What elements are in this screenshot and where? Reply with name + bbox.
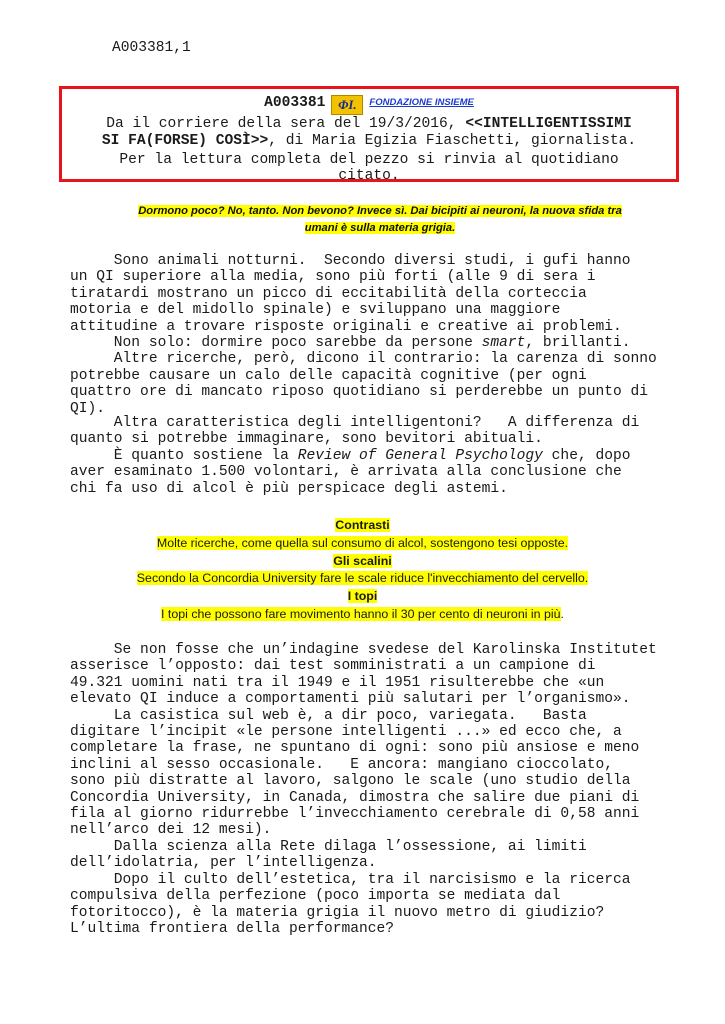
inset-text-scalini: Secondo la Concordia University fare le scale riduce l'invecchiamento del cervello. [136, 571, 589, 586]
article-title-part1: <<INTELLIGENTISSIMI [465, 116, 632, 132]
text-line: Altre ricerche, però, dicono il contrario: la carenza di sonno [70, 351, 657, 368]
text-line: dell’idolatria, per l’intelligenza. [70, 855, 377, 872]
text-line: chi fa uso di alcol è più perspicace degli astemi. [70, 480, 508, 497]
text-line: inclini al sesso occasionale. E ancora: mangiano cioccolato, [70, 756, 613, 773]
body-paragraph-1 [70, 253, 670, 417]
inset-text-topi-end: . [560, 606, 564, 621]
text-line: fotoritocco), è la materia grigia il nuovo metro di giudizio? [70, 904, 605, 921]
text-line: 49.321 uomini nati tra il 1949 e il 1951 risulterebbe che «un [70, 674, 605, 691]
text-line: attitudine a trovare risposte originali e creative ai problemi. [70, 318, 622, 335]
text-line: motoria e del midollo spinale) e sviluppano una maggiore [70, 302, 561, 319]
text-line: che, dopo [542, 447, 631, 464]
source-line-1 [62, 116, 676, 132]
inset-heading-contrasti: Contrasti [335, 518, 390, 532]
body-paragraph-2 [70, 415, 670, 497]
article-title-part2: SI FA(FORSE) COSÌ>> [101, 133, 269, 149]
document-code: A003381 [264, 95, 326, 111]
text-line: tiratardi mostrano un picco di eccitabilità della corteccia [70, 285, 587, 302]
text-line: Non solo: dormire poco sarebbe da persone [70, 335, 482, 352]
reading-note-end: citato. [338, 168, 400, 184]
body-paragraph-3 [70, 642, 670, 937]
text-line: digitare l’incipit «le persone intelligenti ...» ed ecco che, a [70, 724, 622, 741]
inset-text-contrasti: Molte ricerche, come quella sul consumo di alcol, sostengono tesi opposte. [156, 535, 569, 550]
text-line: nell’arco dei 12 mesi). [70, 822, 272, 839]
subtitle-line-1: Dormono poco? No, tanto. Non bevono? Invece sì. Dai bicipiti ai neuroni, la nuova sfida tra [138, 205, 622, 217]
header-title-line [62, 95, 676, 115]
reading-note: Per la lettura completa del pezzo si rinvia al quotidiano [119, 152, 619, 168]
inset-text-topi: I topi che possono fare movimento hanno il 30 per cento di neuroni in più [161, 606, 561, 621]
journal-title: Review of General Psychology [297, 447, 543, 464]
text-line: Altra caratteristica degli intelligentoni? A differenza di [70, 415, 640, 431]
author-text: , di Maria Egizia Fiaschetti, giornalista. [268, 133, 637, 149]
text-line: QI). [70, 400, 106, 417]
text-line: Sono animali notturni. Secondo diversi studi, i gufi hanno [70, 253, 631, 269]
article-subtitle [110, 203, 650, 237]
source-text: Da il corriere della sera del 19/3/2016, [106, 116, 466, 132]
text-line: completare la frase, ne spuntano di ogni: sono più ansiose e meno [70, 740, 640, 757]
inset-heading-scalini: Gli scalini [333, 553, 392, 568]
text-line: elevato QI induce a comportamenti più salutari per l’organismo». [70, 691, 631, 708]
text-line: aver esaminato 1.500 volontari, è arrivata alla conclusione che [70, 464, 622, 481]
text-line: Dalla scienza alla Rete dilaga l’ossessione, ai limiti [70, 838, 587, 855]
text-line: fila al giorno ridurrebbe l’invecchiamento cerebrale di 0,58 anni [70, 806, 640, 823]
text-line: , brillanti. [525, 335, 631, 352]
text-line: L’ultima frontiera della performance? [70, 920, 395, 937]
text-line: Concordia University, in Canada, dimostra che salire due piani di [70, 789, 640, 806]
inset-heading-topi: I topi [347, 589, 378, 604]
text-emphasis: smart [481, 335, 526, 352]
fondazione-logo-icon: ΦI. [331, 95, 363, 115]
text-line: compulsiva della perfezione (poco importa se mediata dal [70, 888, 561, 905]
text-line: un QI superiore alla media, sono più forti (alle 9 di sera i [70, 269, 596, 286]
text-line: quattro ore di mancato riposo quotidiano si perderebbe un punto di [70, 384, 649, 401]
text-line: Dopo il culto dell’estetica, tra il narcisismo e la ricerca [70, 871, 631, 888]
text-line: sono più distratte al lavoro, salgono le scale (uno studio della [70, 773, 631, 790]
text-line: quanto si potrebbe immaginare, sono bevitori abituali. [70, 431, 543, 448]
header-box [59, 86, 679, 182]
fondazione-insieme-link[interactable]: FONDAZIONE INSIEME [369, 97, 474, 108]
text-line: potrebbe causare un calo delle capacità cognitive (per ogni [70, 367, 587, 384]
document-id: A003381,1 [112, 40, 191, 56]
highlight-insets [80, 517, 645, 624]
subtitle-line-2: umani è sulla materia grigia. [304, 222, 456, 234]
text-line: Se non fosse che un’indagine svedese del Karolinska Institutet [70, 642, 657, 658]
text-line: È quanto sostiene la [70, 447, 298, 464]
text-line: asserisce l’opposto: dai test somministrati a un campione di [70, 658, 596, 675]
text-line: La casistica sul web è, a dir poco, variegata. Basta [70, 707, 587, 724]
source-line-2 [62, 133, 676, 149]
